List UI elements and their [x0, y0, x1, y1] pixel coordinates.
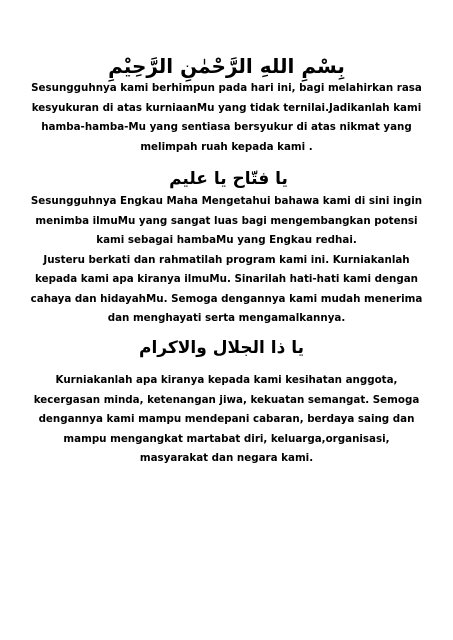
text-line: Justeru berkati dan rahmatilah program kami ini. Kurniakanlah [43, 253, 410, 266]
text-line: kecergasan minda, ketenangan jiwa, kekuatan semangat. Semoga [33, 393, 420, 406]
text-line: kesyukuran di atas kurniaanMu yang tidak ternilai.Jadikanlah kami [31, 101, 422, 114]
text-line: menimba ilmuMu yang sangat luas bagi mengembangkan potensi [35, 214, 418, 227]
text-line: dan menghayati serta mengamalkannya. [107, 312, 346, 324]
text-line: hamba-hamba-Mu yang sentiasa bersyukur di atas nikmat yang [41, 121, 412, 133]
ya-dzal-jalal-heading: يا ذا الجلال والاكرام [139, 338, 304, 358]
paragraph-wellbeing [20, 371, 433, 469]
text-line: kami sebagai hambaMu yang Engkau redhai. [96, 234, 357, 246]
paragraph-gratitude [20, 79, 433, 157]
ya-fattah-heading: يا فتّاح يا عليم [169, 169, 288, 189]
text-line: melimpah ruah kepada kami . [140, 140, 313, 153]
basmala-heading: بِسْمِ اللهِ الرَّحْمٰنِ الرَّحِيْمِ [108, 54, 345, 78]
text-line: dengannya kami mampu mendepani cabaran, berdaya saing dan [38, 413, 415, 425]
text-line: Sesungguhnya kami berhimpun pada hari ini, bagi melahirkan rasa [31, 82, 422, 94]
text-line: masyarakat dan negara kami. [139, 452, 314, 464]
text-line: Sesungguhnya Engkau Maha Mengetahui bahawa kami di sini ingin [30, 195, 423, 207]
paragraph-knowledge [20, 192, 433, 329]
text-line: kepada kami apa kiranya ilmuMu. Sinarilah hati-hati kami dengan [35, 273, 418, 285]
text-line: Kurniakanlah apa kiranya kepada kami kesihatan anggota, [55, 374, 398, 386]
text-line: cahaya dan hidayahMu. Semoga dengannya kami mudah menerima [30, 292, 423, 305]
text-line: mampu mengangkat martabat diri, keluarga,organisasi, [63, 432, 390, 445]
